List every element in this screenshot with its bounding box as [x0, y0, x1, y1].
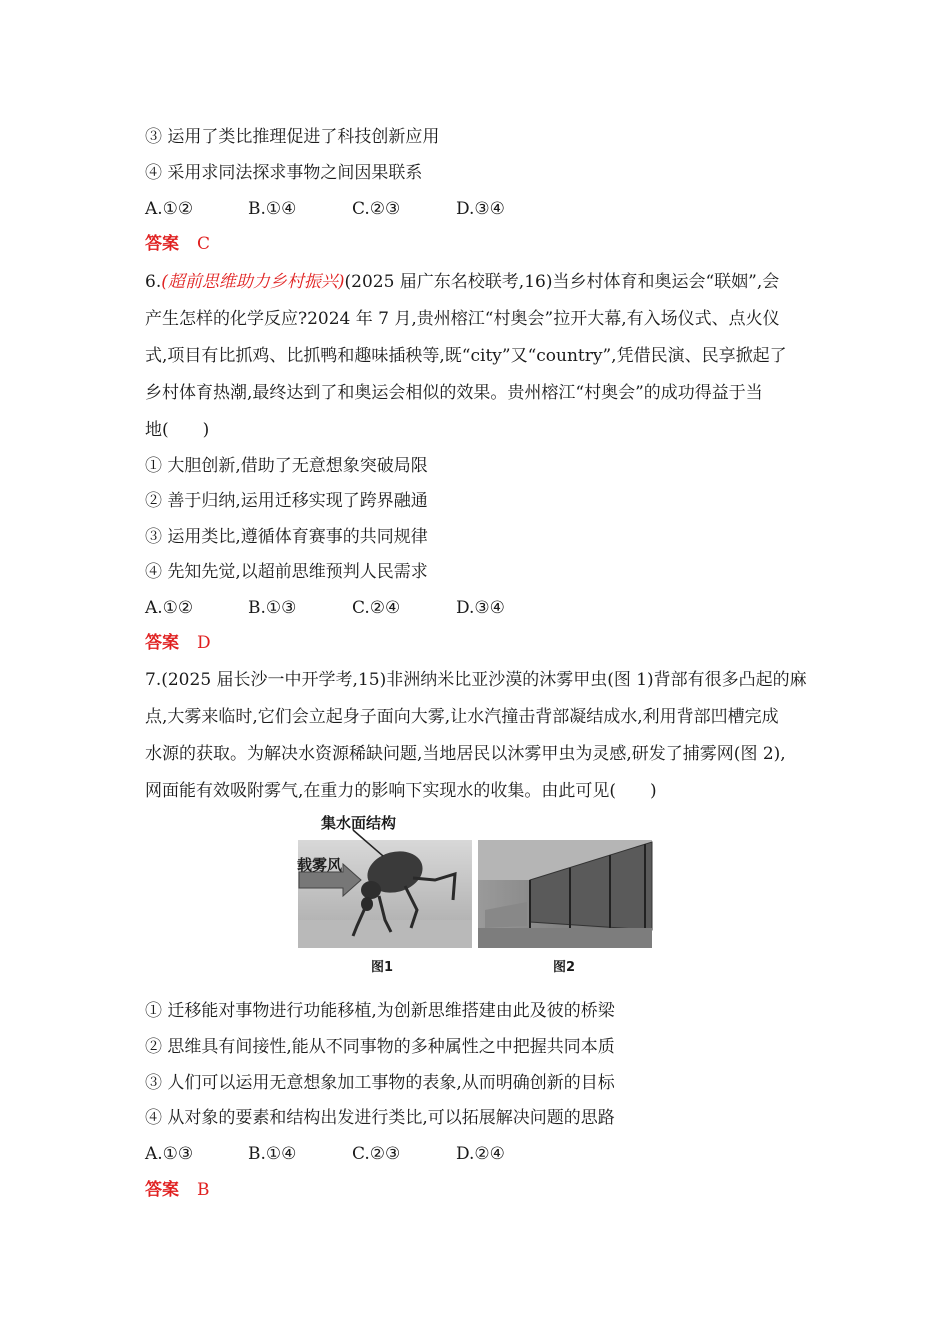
q6-option-a: A.①②	[145, 598, 194, 618]
q7-answer	[145, 1180, 210, 1200]
fog-net-image	[478, 840, 652, 948]
q6-stem-line-2: 产生怎样的化学反应?2024 年 7 月,贵州榕江“村奥会”拉开大幕,有入场仪式、点火仪	[145, 309, 780, 329]
q6-stem-text: 当乡村体育和奥运会“联姻”,会	[552, 272, 780, 292]
q6-item-3: ③ 运用类比,遵循体育赛事的共同规律	[145, 527, 428, 547]
q5-item-4: ④ 采用求同法探求事物之间因果联系	[145, 163, 423, 183]
q7-stem-text: 非洲纳米比亚沙漠的沐雾甲虫(图 1)背部有很多凸起的麻	[386, 670, 807, 690]
wind-label: 载雾风	[297, 856, 343, 874]
q7-item-1: ① 迁移能对事物进行功能移植,为创新思维搭建由此及彼的桥梁	[145, 1001, 615, 1021]
answer-value: C	[197, 234, 211, 254]
q6-item-2: ② 善于归纳,运用迁移实现了跨界融通	[145, 491, 428, 511]
q7-figure	[295, 810, 655, 980]
q6-stem-line-3: 式,项目有比抓鸡、比抓鸭和趣味插秧等,既“city”又“country”,凭借民演、民享掀起了	[145, 346, 787, 366]
q6-option-c: C.②④	[352, 598, 401, 618]
figure-images	[295, 810, 655, 980]
q7-stem-line-2: 点,大雾来临时,它们会立起身子面向大雾,让水汽撞击背部凝结成水,利用背部凹槽完成	[145, 707, 779, 727]
q6-source: (2025 届广东名校联考,16)	[344, 272, 553, 292]
q6-item-4: ④ 先知先觉,以超前思维预判人民需求	[145, 562, 428, 582]
q5-item-3: ③ 运用了类比推理促进了科技创新应用	[145, 127, 440, 147]
q5-option-c: C.②③	[352, 199, 401, 219]
q6-item-1: ① 大胆创新,借助了无意想象突破局限	[145, 456, 428, 476]
answer-label: 答案	[145, 234, 179, 254]
q6-stem-line-5: 地( )	[145, 420, 210, 440]
q7-option-b: B.①④	[248, 1144, 297, 1164]
figure-2-caption: 图2	[553, 960, 576, 975]
q6-answer	[145, 633, 211, 653]
q6-topic-tag: (超前思维助力乡村振兴)	[161, 272, 345, 292]
q7-item-2: ② 思维具有间接性,能从不同事物的多种属性之中把握共同本质	[145, 1037, 615, 1057]
answer-label: 答案	[145, 1180, 179, 1200]
q7-stem-line-4: 网面能有效吸附雾气,在重力的影响下实现水的收集。由此可见( )	[145, 781, 657, 801]
q7-stem-line-1	[145, 670, 807, 690]
q6-number: 6.	[145, 272, 162, 292]
q7-option-d: D.②④	[456, 1144, 505, 1164]
q7-option-c: C.②③	[352, 1144, 401, 1164]
q6-option-d: D.③④	[456, 598, 505, 618]
q5-answer	[145, 234, 210, 254]
q6-stem-line-4: 乡村体育热潮,最终达到了和奥运会相似的效果。贵州榕江“村奥会”的成功得益于当	[145, 383, 763, 403]
q6-stem-line-1	[145, 272, 779, 292]
q5-option-a: A.①②	[145, 199, 194, 219]
answer-value: D	[197, 633, 211, 653]
q7-option-a: A.①③	[145, 1144, 194, 1164]
figure-1-caption: 图1	[371, 960, 394, 975]
q5-option-b: B.①④	[248, 199, 297, 219]
q5-option-d: D.③④	[456, 199, 505, 219]
q7-number: 7.	[145, 670, 162, 690]
figure-title-label: 集水面结构	[321, 814, 397, 832]
q7-item-4: ④ 从对象的要素和结构出发进行类比,可以拓展解决问题的思路	[145, 1108, 615, 1128]
q7-item-3: ③ 人们可以运用无意想象加工事物的表象,从而明确创新的目标	[145, 1073, 615, 1093]
q7-source: (2025 届长沙一中开学考,15)	[161, 670, 387, 690]
answer-label: 答案	[145, 633, 179, 653]
answer-value: B	[197, 1180, 210, 1200]
beetle-image	[298, 830, 472, 948]
q7-stem-line-3: 水源的获取。为解决水资源稀缺问题,当地居民以沐雾甲虫为灵感,研发了捕雾网(图 2),	[145, 744, 786, 764]
q6-option-b: B.①③	[248, 598, 297, 618]
